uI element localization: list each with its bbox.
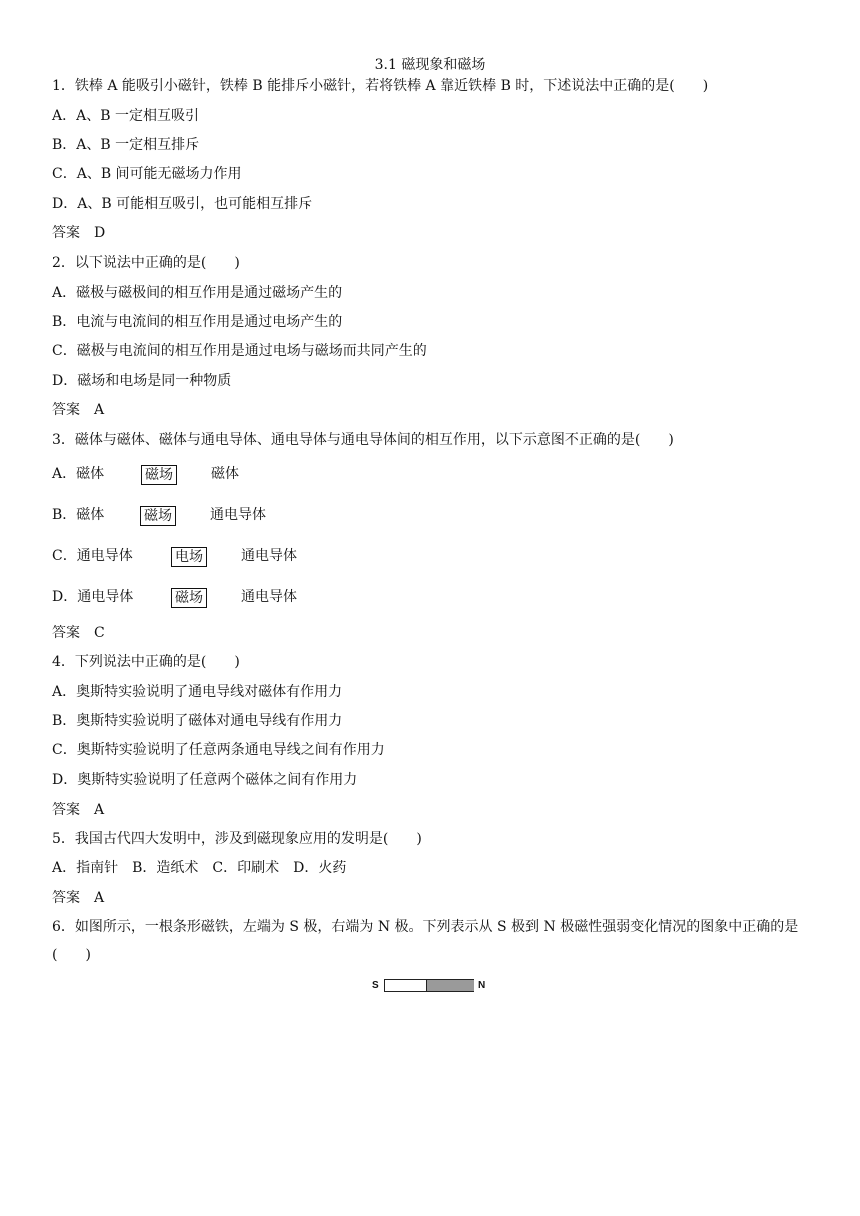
magnet-s-half	[385, 980, 426, 991]
q4-option-a: A．奥斯特实验说明了通电导线对磁体有作用力	[52, 684, 343, 700]
q3-option-a-field-box: 磁场	[141, 465, 177, 485]
q1-option-d: D．A、B 可能相互吸引，也可能相互排斥	[52, 196, 313, 212]
q2-option-b: B．电流与电流间的相互作用是通过电场产生的	[52, 314, 343, 330]
q3-option-d-label: D．通电导体	[52, 589, 134, 605]
bar-magnet	[384, 979, 474, 992]
q2-option-c: C．磁极与电流间的相互作用是通过电场与磁场而共同产生的	[52, 343, 427, 359]
q2-answer: 答案 A	[52, 402, 105, 418]
page-title: 3.1 磁现象和磁场	[374, 57, 486, 73]
q3-option-a-label: A．磁体	[52, 466, 105, 482]
q4-option-b: B．奥斯特实验说明了磁体对通电导线有作用力	[52, 713, 343, 729]
q6-stem: 6．如图所示，一根条形磁铁，左端为 S 极，右端为 N 极。下列表示从 S 极到 N 极磁性强弱变化情况的图象中正确的是( )	[52, 919, 799, 963]
q3-option-b-field-box: 磁场	[140, 506, 176, 526]
q1-option-a: A．A、B 一定相互吸引	[52, 108, 199, 124]
q1-option-b: B．A、B 一定相互排斥	[52, 137, 200, 153]
q3-option-c-field-box: 电场	[171, 547, 207, 567]
q3-option-d-target: 通电导体	[241, 589, 297, 605]
magnet-s-label: S	[372, 980, 379, 991]
q2-option-d: D．磁场和电场是同一种物质	[52, 373, 232, 389]
q3-stem: 3．磁体与磁体、磁体与通电导体、通电导体与通电导体间的相互作用，以下示意图不正确的是( )	[52, 432, 674, 448]
q4-answer: 答案 A	[52, 802, 105, 818]
q1-answer: 答案 D	[52, 225, 106, 241]
q3-option-d-field-box: 磁场	[171, 588, 207, 608]
magnet-n-half	[426, 980, 474, 991]
q2-stem: 2．以下说法中正确的是( )	[52, 255, 240, 271]
q4-option-d: D．奥斯特实验说明了任意两个磁体之间有作用力	[52, 772, 358, 788]
q3-option-b-label: B．磁体	[52, 507, 105, 523]
q3-option-b-target: 通电导体	[210, 507, 266, 523]
q1-stem: 1．铁棒 A 能吸引小磁针，铁棒 B 能排斥小磁针，若将铁棒 A 靠近铁棒 B 时，下述说法中正确的是( )	[52, 78, 709, 94]
magnet-n-label: N	[478, 980, 486, 991]
bar-magnet-figure	[372, 978, 492, 994]
q3-answer: 答案 C	[52, 625, 105, 641]
q4-option-c: C．奥斯特实验说明了任意两条通电导线之间有作用力	[52, 742, 385, 758]
q2-option-a: A．磁极与磁极间的相互作用是通过磁场产生的	[52, 285, 343, 301]
q3-option-a-target: 磁体	[211, 466, 239, 482]
q4-stem: 4．下列说法中正确的是( )	[52, 654, 240, 670]
q5-options: A．指南针 B．造纸术 C．印刷术 D．火药	[52, 860, 347, 876]
q5-stem: 5．我国古代四大发明中，涉及到磁现象应用的发明是( )	[52, 831, 422, 847]
q3-option-c-label: C．通电导体	[52, 548, 133, 564]
q1-option-c: C．A、B 间可能无磁场力作用	[52, 166, 242, 182]
q5-answer: 答案 A	[52, 890, 105, 906]
q3-option-c-target: 通电导体	[241, 548, 297, 564]
